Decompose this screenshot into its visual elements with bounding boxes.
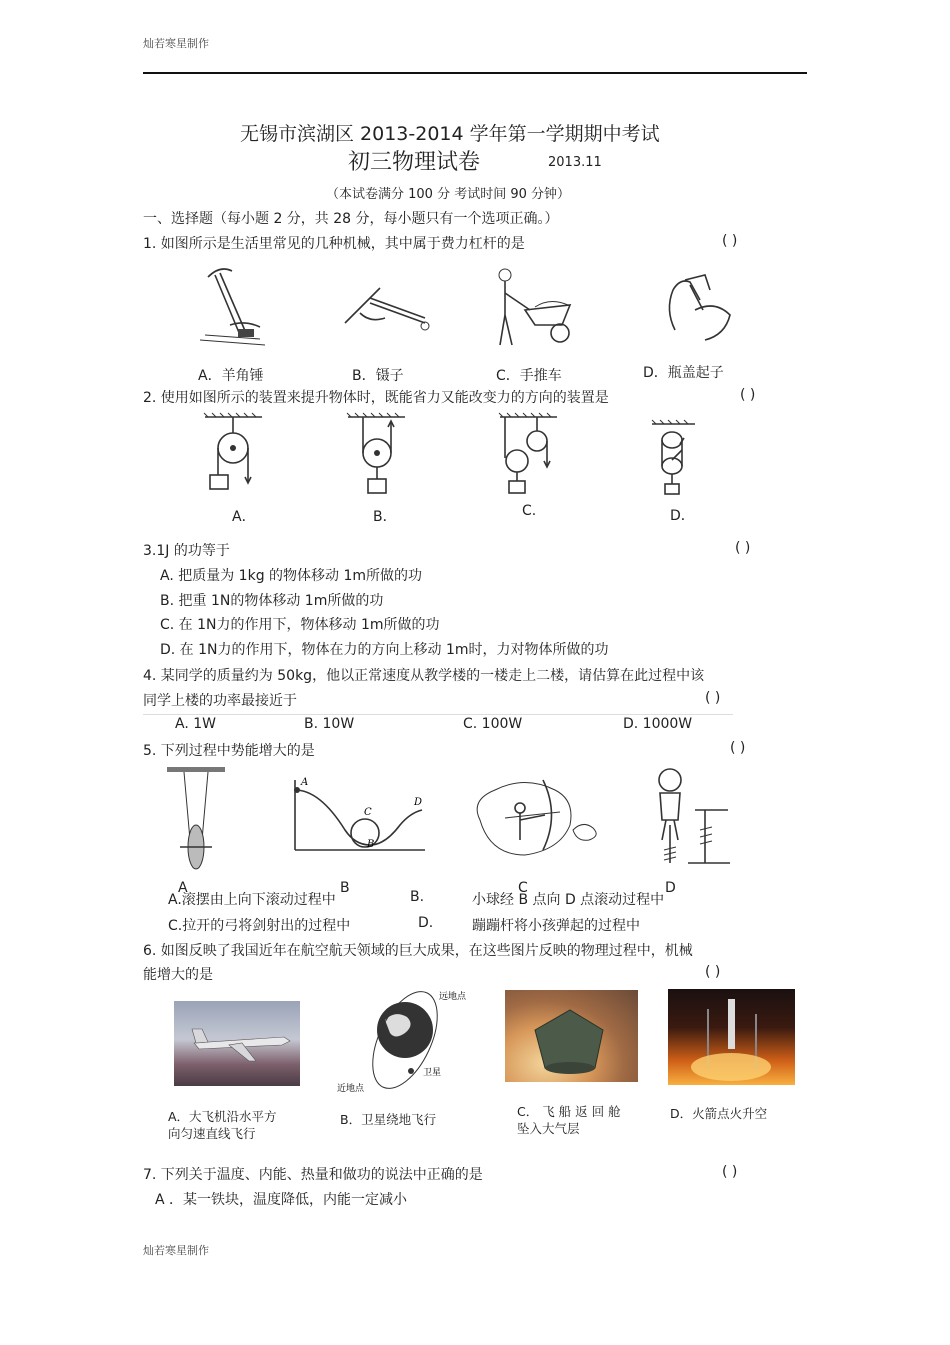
q4-stem-line2: 同学上楼的功率最接近于 <box>143 693 297 709</box>
q2-figure-pulley-b <box>343 413 413 495</box>
q1-option-c: C．手推车 <box>496 368 562 384</box>
q5-option-b-letter: B. <box>410 889 425 905</box>
q2-option-b: B． <box>373 509 397 525</box>
page-footer-text: 灿若寒星制作 <box>143 1244 209 1257</box>
exam-subtitle: 初三物理试卷 <box>348 150 481 175</box>
q7-stem: 7. 下列关于温度、内能、热量和做功的说法中正确的是 <box>143 1167 483 1183</box>
q2-stem: 2. 使用如图所示的装置来提升物体时，既能省力又能改变力的方向的装置是 <box>143 390 609 406</box>
exam-info: （本试卷满分 100 分 考试时间 90 分钟） <box>326 187 571 202</box>
q4-divider <box>143 714 733 715</box>
page-header-text: 灿若寒星制作 <box>143 37 209 50</box>
q6-caption-c-line1: C． 飞 船 返 回 舱 <box>517 1104 621 1119</box>
q1-option-b: B．镊子 <box>352 368 404 384</box>
q2-option-a: A． <box>232 509 256 525</box>
q6-caption-a-line2: 向匀速直线飞行 <box>168 1126 256 1141</box>
q5-figure-pogo-stick <box>640 765 735 870</box>
header-rule <box>143 72 807 74</box>
q6-caption-d: D．火箭点火升空 <box>670 1106 768 1121</box>
q5-option-a: A.滚摆由上向下滚动过程中 <box>168 892 336 908</box>
orbit-label-perigee: 近地点 <box>337 1084 365 1094</box>
q3-option-d: D. 在 1N力的作用下，物体在力的方向上移动 1m时，力对物体所做的功 <box>160 642 609 658</box>
q1-option-d: D．瓶盖起子 <box>643 365 724 381</box>
q4-stem-line1: 4. 某同学的质量约为 50kg，他以正常速度从教学楼的一楼走上二楼，请估算在此过程中该 <box>143 668 705 684</box>
q6-stem-line2: 能增大的是 <box>143 967 213 983</box>
q6-figure-satellite-orbit <box>335 985 475 1100</box>
q6-caption-a-line1: A．大飞机沿水平方 <box>168 1109 277 1124</box>
exam-title: 无锡市滨湖区 2013-2014 学年第一学期期中考试 <box>240 123 660 145</box>
q5-option-d-letter: D. <box>418 915 434 931</box>
orbit-label-satellite: 卫星 <box>423 1068 442 1078</box>
q6-caption-c-line2: 坠入大气层 <box>517 1121 580 1136</box>
q1-stem: 1. 如图所示是生活里常见的几种机械，其中属于费力杠杆的是 <box>143 236 525 252</box>
q4-option-c: C. 100W <box>463 716 523 732</box>
section-heading: 一、选择题（每小题 2 分，共 28 分，每小题只有一个选项正确。） <box>143 211 559 227</box>
q5-figure-yo-yo-pendulum <box>162 765 232 875</box>
q2-option-c: C. <box>522 503 537 519</box>
q1-figure-claw-hammer <box>200 265 270 350</box>
q6-photo-reentry-capsule <box>505 990 638 1082</box>
track-label-c: C <box>364 807 372 818</box>
q6-photo-rocket-launch <box>668 989 795 1085</box>
q5-figure-label-d: D <box>665 880 676 896</box>
q3-option-b: B. 把重 1N的物体移动 1m所做的功 <box>160 593 384 609</box>
q5-option-b: 小球经 B 点向 D 点滚动过程中 <box>472 892 665 908</box>
q2-figure-pulley-d <box>650 420 700 500</box>
q5-figure-label-b: B <box>340 880 350 896</box>
q3-stem: 3.1J 的功等于 <box>143 543 230 559</box>
q5-figure-track <box>290 775 430 855</box>
q4-option-a: A. 1W <box>175 716 216 732</box>
q1-figure-tweezers <box>340 278 435 343</box>
q5-option-c: C.拉开的弓将剑射出的过程中 <box>168 918 351 934</box>
q4-answer-bracket: ( ) <box>705 690 721 706</box>
q5-stem: 5. 下列过程中势能增大的是 <box>143 743 315 759</box>
q5-answer-bracket: ( ) <box>730 740 746 756</box>
q4-option-d: D. 1000W <box>623 716 693 732</box>
q1-answer-bracket: ( ) <box>722 233 738 249</box>
q2-answer-bracket: ( ) <box>740 387 756 403</box>
q2-figure-pulley-a <box>200 413 270 495</box>
q7-option-a: A ．某一铁块，温度降低，内能一定减小 <box>155 1192 408 1208</box>
q2-option-d: D． <box>670 508 695 524</box>
track-label-a: A <box>301 777 309 788</box>
q3-option-a: A. 把质量为 1kg 的物体移动 1m所做的功 <box>160 568 423 584</box>
q3-answer-bracket: ( ) <box>735 540 751 556</box>
q2-figure-pulley-c <box>495 413 565 495</box>
q6-caption-b: B．卫星绕地飞行 <box>340 1112 437 1127</box>
q4-option-b: B. 10W <box>304 716 355 732</box>
q5-figure-archer <box>465 770 605 865</box>
q3-option-c: C. 在 1N力的作用下，物体移动 1m所做的功 <box>160 617 440 633</box>
q1-figure-bottle-opener <box>655 270 740 345</box>
exam-date: 2013.11 <box>548 155 602 170</box>
track-label-d: D <box>414 797 423 808</box>
q6-answer-bracket: ( ) <box>705 964 721 980</box>
q1-option-a: A．羊角锤 <box>198 368 264 384</box>
q5-figure-label-c: C <box>518 880 528 896</box>
q1-figure-wheelbarrow <box>490 265 585 350</box>
orbit-label-apogee: 远地点 <box>439 992 467 1002</box>
q6-photo-airplane <box>174 1001 300 1086</box>
q5-figure-label-a: A <box>178 880 188 896</box>
q6-stem-line1: 6. 如图反映了我国近年在航空航天领域的巨大成果，在这些图片反映的物理过程中，机械 <box>143 943 693 959</box>
q5-option-d: 蹦蹦杆将小孩弹起的过程中 <box>472 918 640 934</box>
track-label-b: B <box>367 839 375 850</box>
q7-answer-bracket: ( ) <box>722 1164 738 1180</box>
